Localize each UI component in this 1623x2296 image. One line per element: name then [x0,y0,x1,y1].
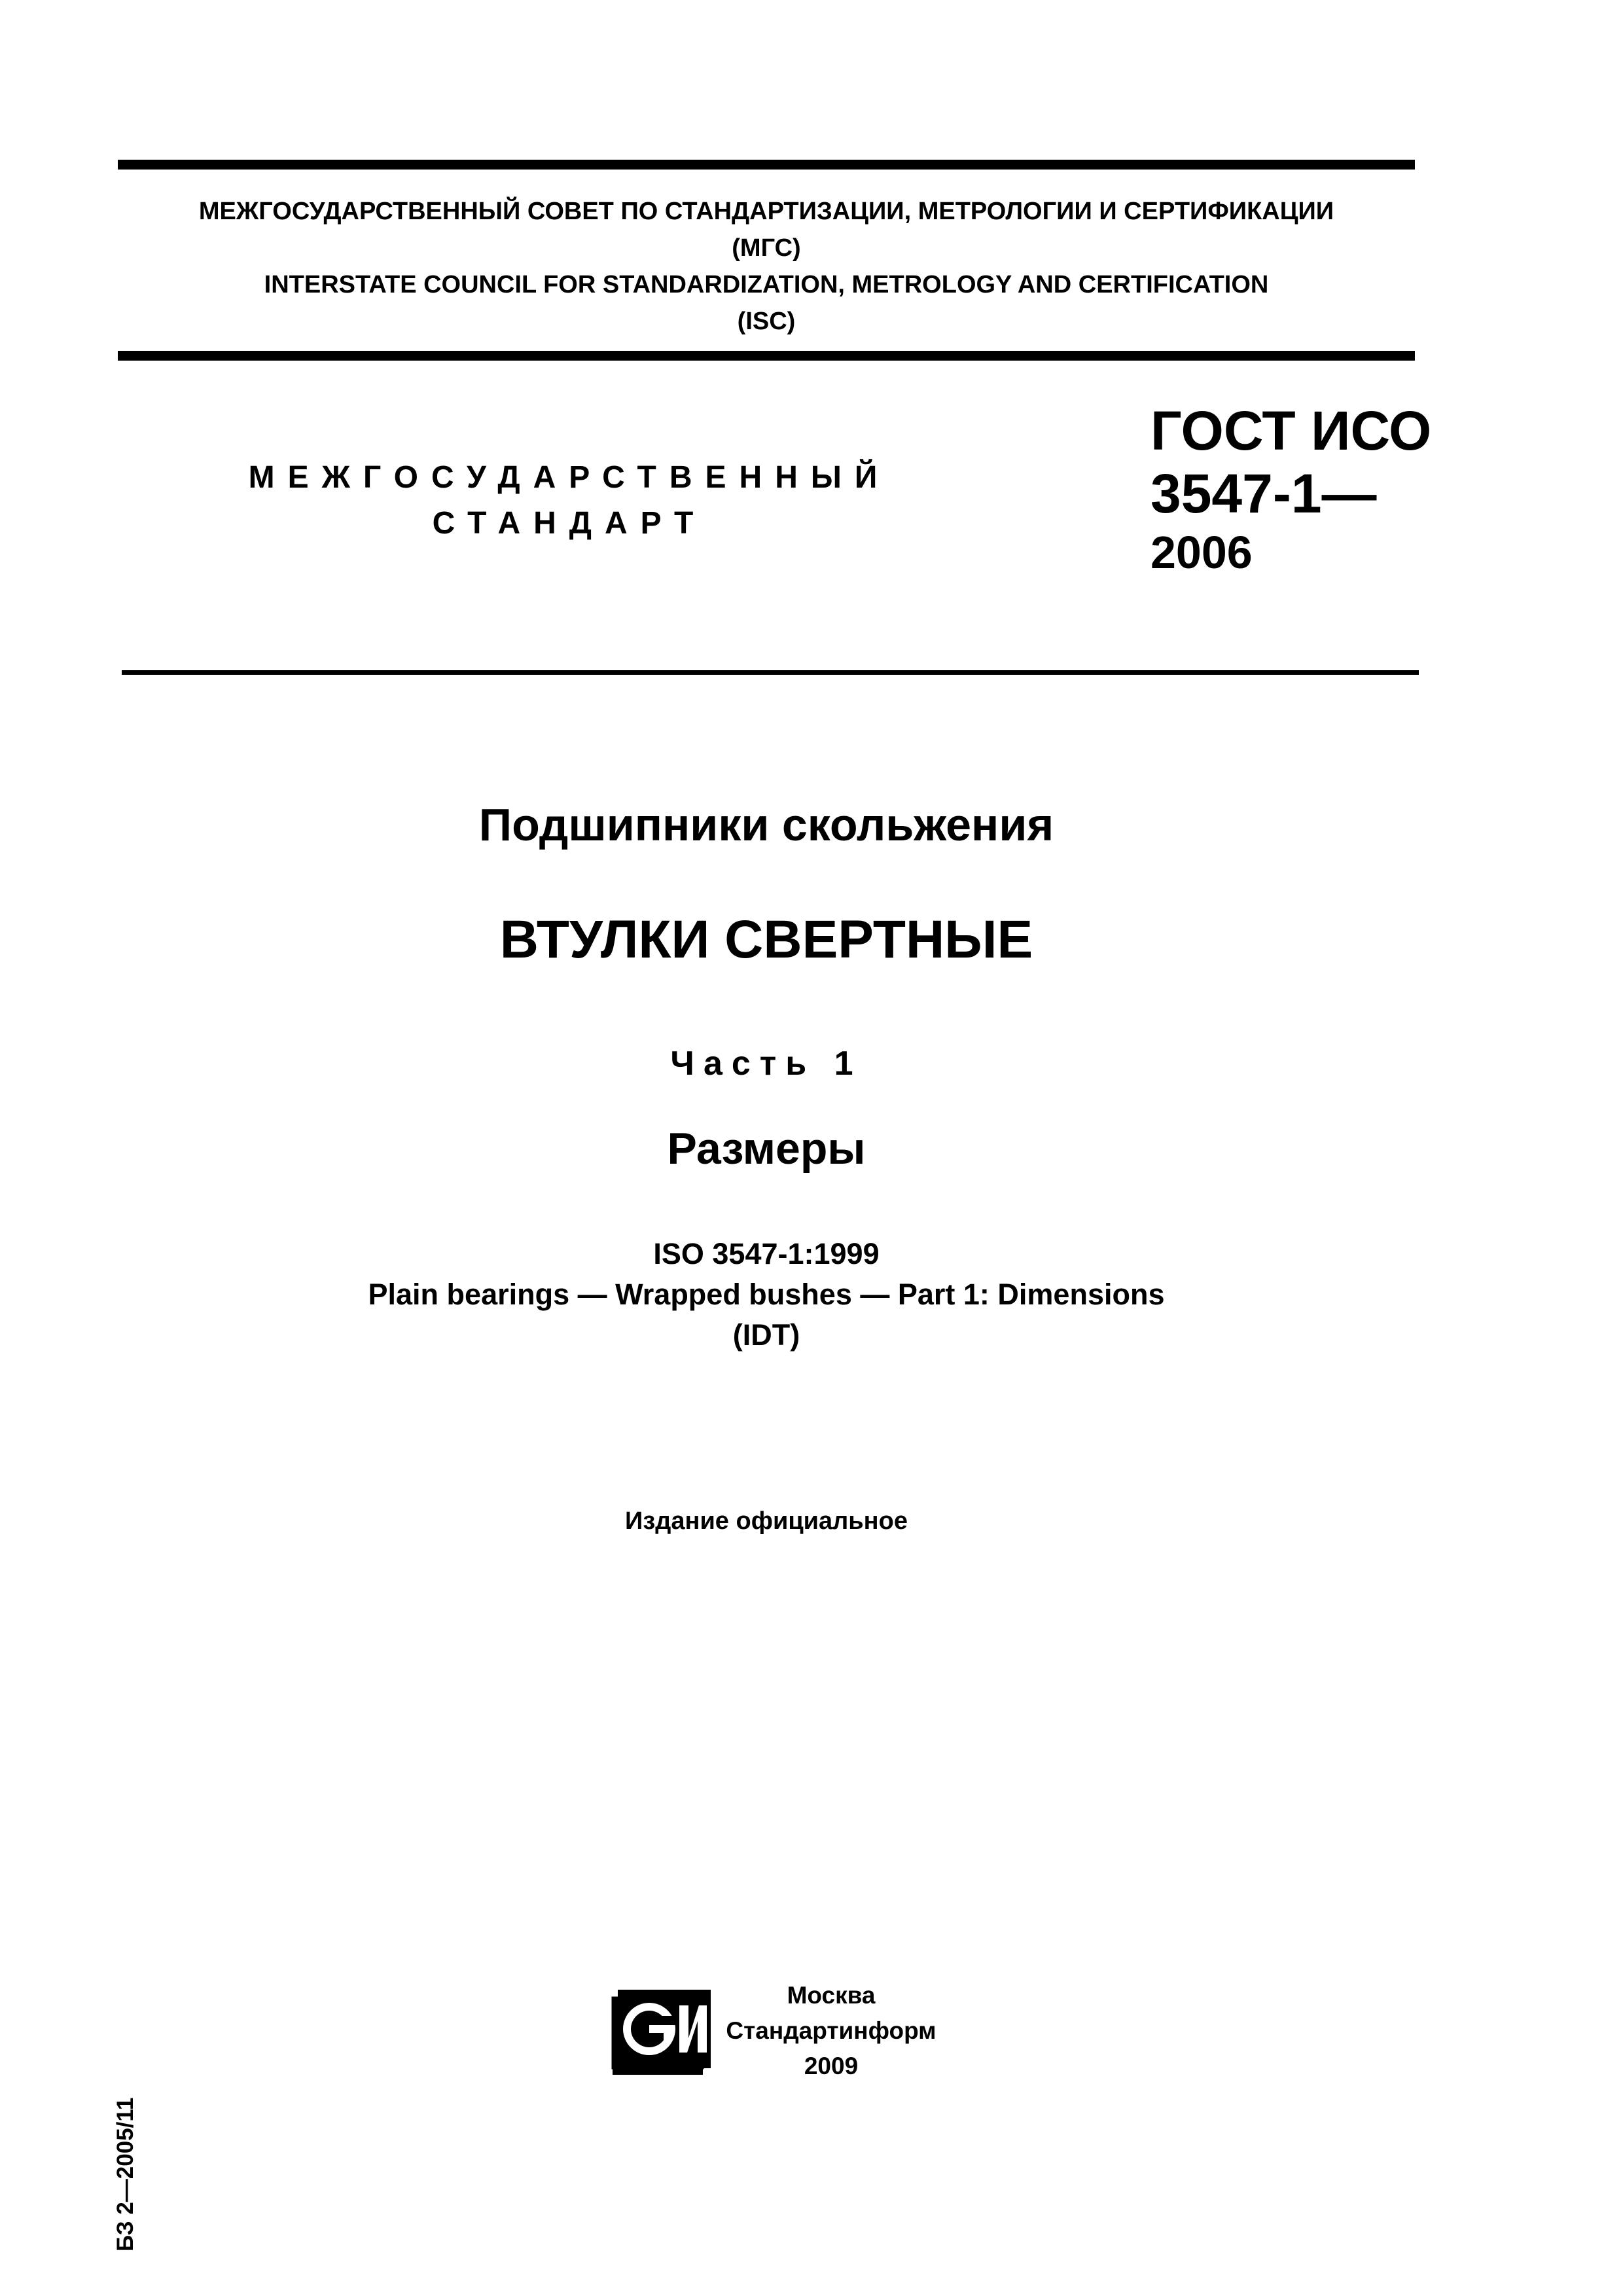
standard-number-year: 2006 [1150,527,1253,578]
iso-degree: (IDT) [732,1318,800,1352]
standard-type-line1: МЕЖГОСУДАРСТВЕННЫЙ [248,460,891,495]
standard-type-line2: СТАНДАРТ [432,506,707,541]
title-rule [122,670,1419,675]
council-name-en: INTERSTATE COUNCIL FOR STANDARDIZATION, METROLOGY AND CERTIFICATION [264,271,1269,298]
iso-reference [118,1234,1415,1355]
main-title: ВТУЛКИ СВЕРТНЫЕ [499,910,1033,969]
header-rule [118,351,1415,361]
top-rule [118,160,1415,170]
iso-number: ISO 3547-1:1999 [653,1237,880,1270]
iso-title: Plain bearings — Wrapped bushes — Part 1: Dimensions [368,1278,1165,1311]
publisher-city: Москва [787,1982,876,2009]
publisher-name: Стандартинформ [726,2017,936,2044]
subject-title: Подшипники скольжения [478,799,1054,850]
standartinform-logo-icon [609,1984,713,2076]
part-title: Размеры [667,1124,866,1174]
side-code: БЗ 2—2005/11 [113,2097,138,2251]
publisher-info [713,1978,949,2084]
edition-note: Издание официальное [625,1507,908,1535]
standard-type-label [242,455,897,547]
council-header [118,193,1415,340]
standard-number-line2: 3547-1— [1150,463,1377,524]
council-abbr-ru: (МГС) [732,234,801,262]
standard-number [1150,399,1431,580]
standard-number-line1: ГОСТ ИСО [1150,400,1432,461]
council-abbr-en: (ISC) [737,308,796,335]
council-name-ru: МЕЖГОСУДАРСТВЕННЫЙ СОВЕТ ПО СТАНДАРТИЗАЦИИ, МЕТРОЛОГИИ И СЕРТИФИКАЦИИ [198,198,1334,225]
part-label: Часть 1 [670,1045,863,1083]
publisher-year: 2009 [804,2053,859,2079]
